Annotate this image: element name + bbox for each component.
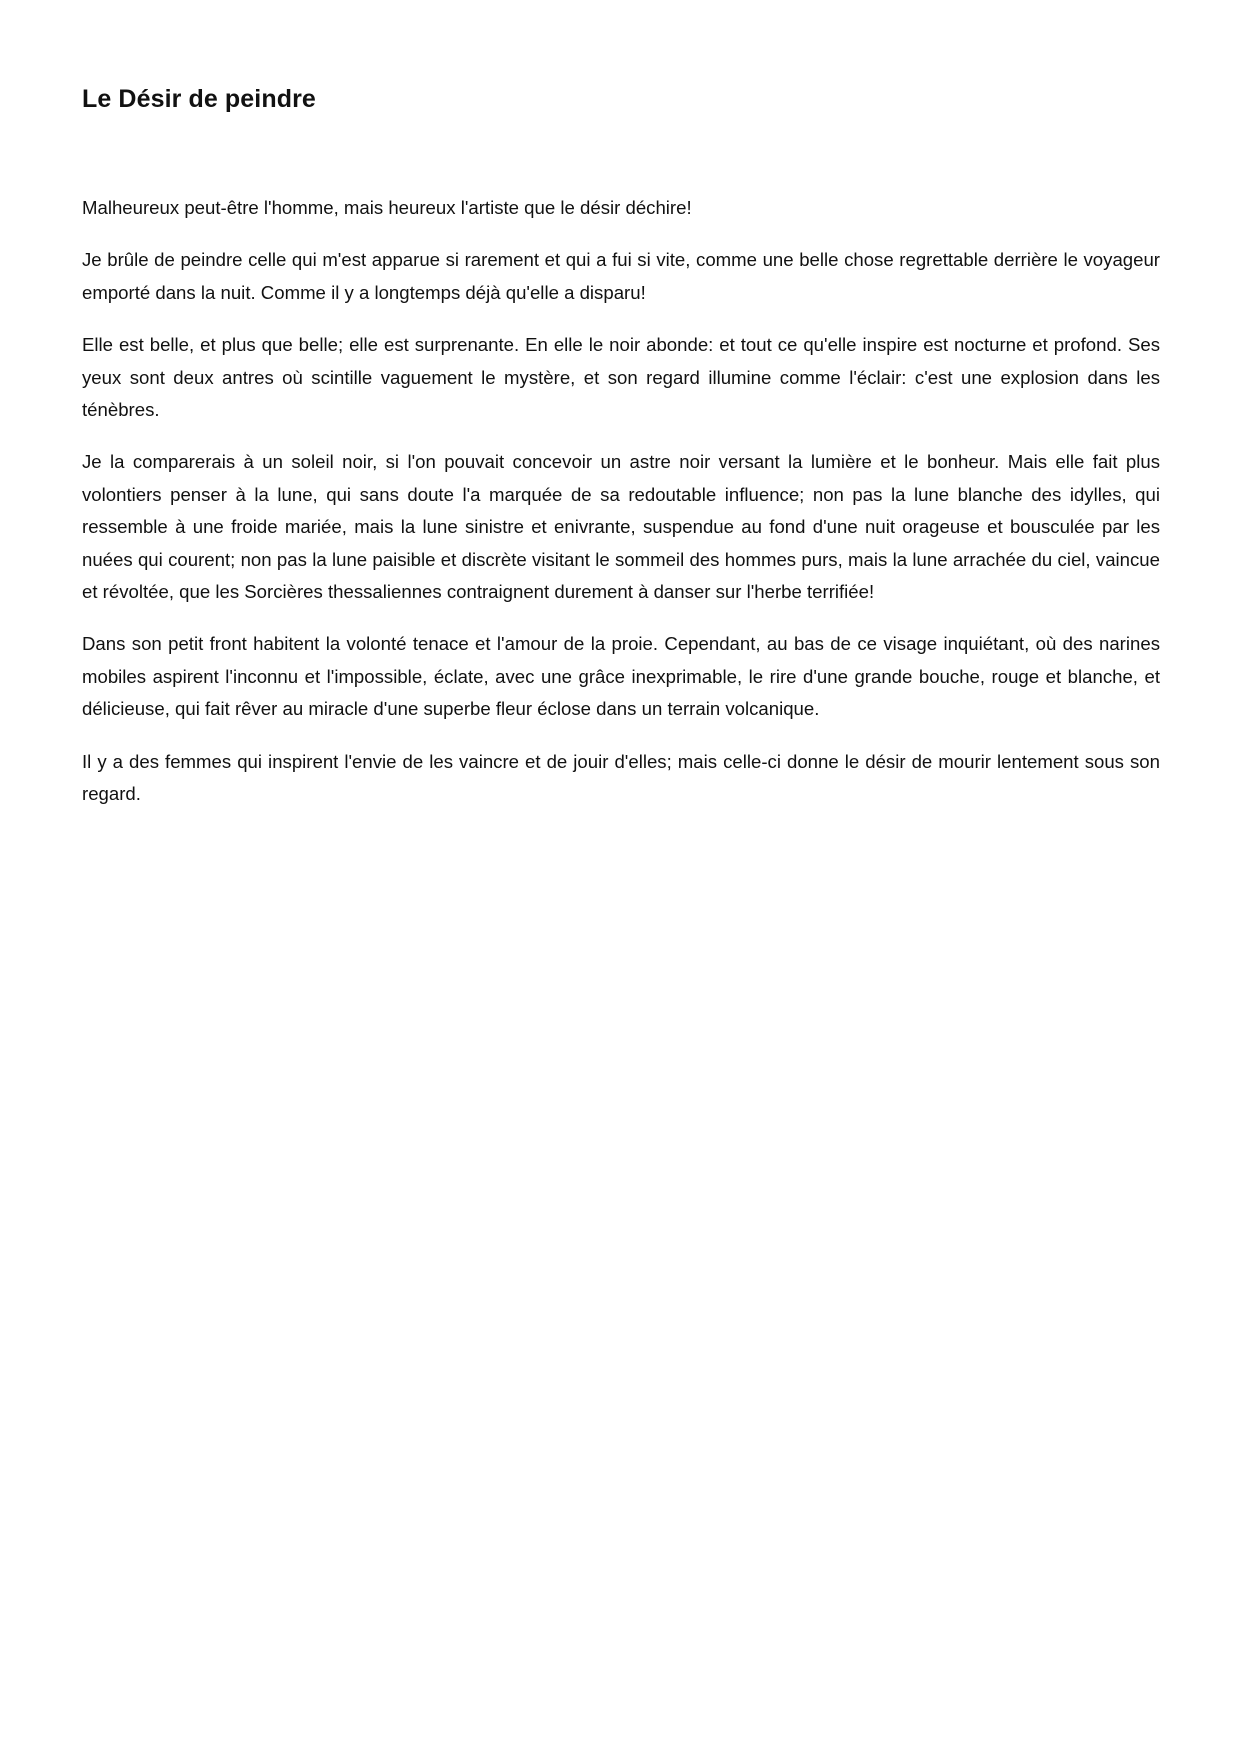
- paragraph: Il y a des femmes qui inspirent l'envie de les vaincre et de jouir d'elles; mais celle-ci donne le désir de mourir lentement sous son regard.: [82, 750, 1160, 805]
- paragraph: Malheureux peut-être l'homme, mais heureux l'artiste que le désir déchire!: [82, 197, 692, 218]
- paragraph: Je la comparerais à un soleil noir, si l'on pouvait concevoir un astre noir versant la lumière et le bonheur. Mais elle fait plus volontiers penser à la lune, qui sans doute l'a marquée de sa redoutable influence; non pas la lune blanche des idylles, qui ressemble à une froide mariée, mais la lune sinistre et enivrante, suspendue au fond d'une nuit orageuse et bousculée par les nuées qui courent; non pas la lune paisible et discrète visitant le sommeil des hommes purs, mais la lune arrachée du ciel, vaincue et révoltée, que les Sorcières thessaliennes contraignent durement à danser sur l'herbe terrifiée!: [82, 451, 1160, 603]
- document-title: Le Désir de peindre: [82, 85, 316, 113]
- document-body: [82, 192, 1160, 831]
- paragraph: Je brûle de peindre celle qui m'est apparue si rarement et qui a fui si vite, comme une belle chose regrettable derrière le voyageur emporté dans la nuit. Comme il y a longtemps déjà qu'elle a disparu!: [82, 249, 1160, 303]
- paragraph: Elle est belle, et plus que belle; elle est surprenante. En elle le noir abonde: et tout ce qu'elle inspire est nocturne et profond. Ses yeux sont deux antres où scintille vaguement le mystère, et son regard illumine comme l'éclair: c'est une explosion dans les ténèbres.: [82, 334, 1160, 421]
- paragraph: Dans son petit front habitent la volonté tenace et l'amour de la proie. Cependant, au bas de ce visage inquiétant, où des narines mobiles aspirent l'inconnu et l'impossible, éclate, avec une grâce inexprimable, le rire d'une grande bouche, rouge et blanche, et délicieuse, qui fait rêver au miracle d'une superbe fleur éclose dans un terrain volcanique.: [82, 633, 1160, 720]
